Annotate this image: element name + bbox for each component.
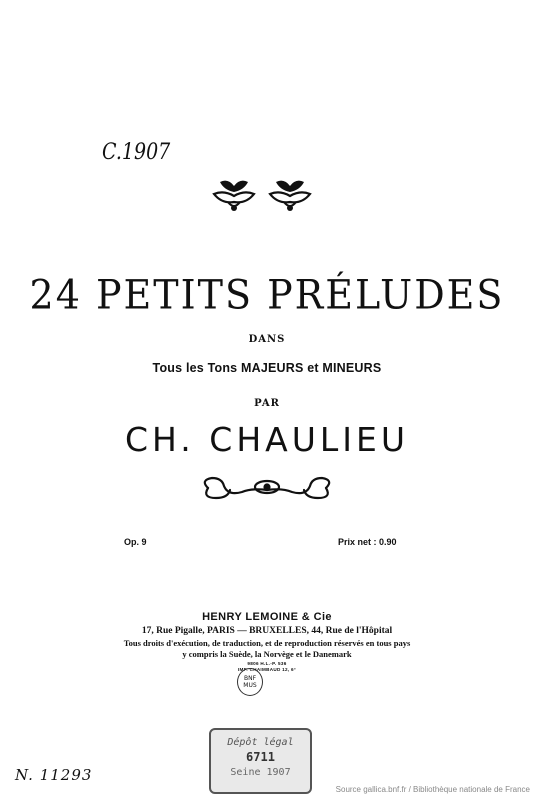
depot-stamp-line: Dépôt légal: [227, 737, 294, 748]
composer-name: CH. CHAULIEU: [125, 420, 409, 459]
depot-stamp-line: Seine 1907: [230, 767, 291, 778]
bnf-stamp: [237, 668, 263, 696]
rights-line-2: y compris la Suède, la Norvège et le Danemark: [182, 649, 352, 659]
subtitle: Tous les Tons MAJEURS et MINEURS: [152, 361, 382, 375]
print-line-1: 9806 H.L.-P. 536: [247, 661, 287, 666]
print-line-2: IMP. CHAIMBAUD 12, 6°: [237, 667, 297, 672]
par-label: PAR: [254, 398, 280, 409]
publisher-address: 17, Rue Pigalle, PARIS — BRUXELLES, 44, Rue de l'Hôpital: [141, 626, 393, 636]
opus-number: Op. 9: [124, 537, 147, 547]
dans-label: DANS: [248, 334, 286, 345]
source-attribution: Source gallica.bnf.fr / Bibliothèque nationale de France: [335, 785, 530, 794]
page-title: 24 PETITS PRÉLUDES: [29, 271, 505, 319]
depot-stamp-line: 6711: [246, 750, 275, 764]
publisher-name: HENRY LEMOINE & Cie: [202, 611, 332, 623]
price: Prix net : 0.90: [338, 537, 397, 547]
manuscript-number: N. 11293: [15, 766, 93, 784]
bottom-ornament-icon: [198, 472, 336, 502]
bnf-stamp-line: MUS: [243, 682, 257, 689]
bnf-stamp-line: BNF: [243, 675, 257, 682]
top-ornament-icon: [212, 178, 324, 212]
rights-line-1: Tous droits d'exécution, de traduction, et de reproduction réservés en tous pays: [123, 638, 411, 648]
depot-legal-stamp: [209, 728, 312, 794]
catalog-mark: C.1907: [102, 138, 171, 166]
